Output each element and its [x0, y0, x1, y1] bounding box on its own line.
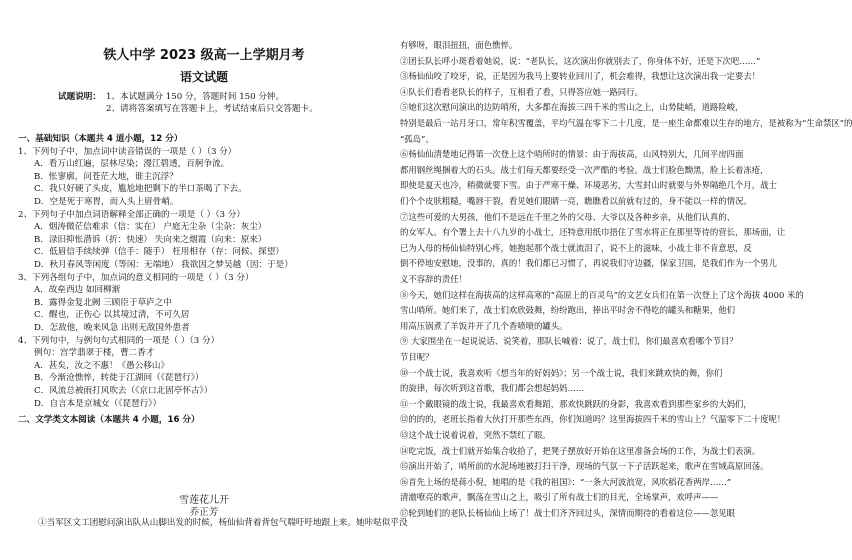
article-line: ⑧今天，她们这样在海拔高的这样高寒的”高原上的百灵鸟”的文艺女兵们在第一次登上了这个海拔 4000 米的	[400, 289, 804, 300]
instructions-line-1: 1、本试题满分 150 分，答题时间 150 分钟。	[106, 92, 285, 102]
question-line: 4、下列句中，与例句句式相同的一项是（ ）（3 分）	[18, 335, 220, 346]
article-line: 有够呀，眼泪扭扭，面色憔悴。	[400, 40, 518, 50]
article-line: ④队长们看看老队长的样子，互相看了看，只得答应她一路同行。	[400, 86, 643, 97]
article-line: 倒不停地安慰她，没事的，真的！我们都已习惯了，再说我们守边疆，保家卫国，是我们作为一个男儿	[400, 258, 777, 269]
article-line: 特别是最后一站月牙口，常年积雪覆盖，平均气温在零下二十几度，是一座生命都难以生存的地方，是被称为“生命禁区”的	[400, 118, 852, 128]
article-title: 雪莲花儿开	[179, 495, 229, 506]
article-line: 义不容辞的责任！	[400, 274, 467, 284]
question-line: B．渌旧抑怅潜诉（折：快速） 失向来之烟霞（向来：原来）	[34, 234, 267, 245]
question-line: A．看万山红遍，层林尽染；漫江碧透，百舸争流。	[34, 159, 230, 170]
question-line: 例句：宫学翡翠于楼，曹二香才	[34, 348, 155, 359]
article-line: 雪山哨所。她们来了，战士们欢欣鼓舞，纷纷跑出，捧出平时舍不得吃的罐头和糖果，他们	[400, 305, 735, 316]
article-line: 已为人母的杨仙仙特别心疼，她抱起那个战士就流泪了，说不上的滋味，小战士非不肯意思，反	[400, 242, 752, 253]
question-line: 1、下列句子中，加点词中读音错误的一项是（ ）（3 分）	[18, 146, 237, 157]
question-line: A．烟涛微茫信难求（信：实在） 户庭无尘杂（尘杂：灰尘）	[34, 222, 267, 233]
article-line: ⑯首先上场的是蒋小倪，她唱的是《我的祖国》：“一条大河波浪宽，风吹稻花香两岸……”	[400, 476, 731, 487]
article-paragraph-1: ①当军区文工团慰问演出队从山脚出发的时候，杨仙仙背着背包气喘吁吁地跟上来。她咔哒似乎没	[38, 518, 408, 528]
left-column	[18, 0, 408, 560]
article-line: “孤岛”。	[400, 133, 434, 144]
section-heading: 二、文学类文本阅读（本题共 4 小题，16 分）	[18, 415, 200, 426]
question-line: D．空是死于寒胃，而入头上眉骨峭。	[34, 197, 179, 207]
article-line: ⑤她们这次慰问演出的边防哨所，大多都在海拔三四千米的雪山之上，山势陡峭，道路险峻，	[400, 102, 744, 113]
article-line: ⑮演出开始了，哨所前的水泥场地被打扫干净，现场的气氛一下子活跃起来，歌声在雪域高原回荡。	[400, 461, 769, 472]
question-line: C．醒也，正伤心 以其境过清，不可久居	[34, 310, 190, 321]
article-line: 都用钢丝绳捆着大的石头。战士们每天都要经受一次严酷的考验。战士们脸色黝黑，脸上长着冻疮，	[400, 164, 769, 175]
question-line: C．低眉信手续续弹（信手：随手） 枉用相存（存：问候、探望）	[34, 247, 284, 258]
article-line: 们个个皮肤粗糙，嘴唇干裂，看见她们眼睛一亮，瞧瞧看以前就有过的，身不能以一样的情况。	[400, 196, 752, 206]
article-line: ⑨ 大家围坐在一起说说话、说笑着，那队长喊着：说了，战士们，你们最喜欢看哪个节目？	[400, 336, 738, 347]
article-line: ⑰轮到她们的老队长杨仙仙上场了！战士们齐齐回过头，深情而期待的看着这位——忽见眼	[400, 508, 735, 518]
question-line: D．自言本是京城女（《琵琶行》）	[34, 398, 162, 409]
article-line: 清澈嘹亮的歌声，飘荡在雪山之上，吸引了所有战士们的目光，全场掌声，欢呼声——	[400, 492, 719, 503]
article-line: 即使是夏天也冷，稍微就要下雪。由于严寒干燥、环境恶劣，大雪封山时就要与外界隔绝几个月，战士	[400, 180, 777, 191]
article-line: ②团长队长呼小斑看着她说，说：“老队长，这次演出你就别去了，你身体不好，还是下次吧……”	[400, 55, 761, 66]
article-line: 的女军人。有个署上去十八九岁的小战士，还特意用纸巾捂住了雪水将正在那里等待的营长，那场面，让	[400, 227, 786, 238]
question-line: B．今渐沧憔悴，转徙于江湖间（《琵琶行》）	[34, 373, 204, 384]
article-line: ⑦这些可爱的大男孩，他们不是远在千里之外的父母、大爷以及各种乡亲，从他们认真的、	[400, 211, 735, 222]
subject-title: 语文试题	[179, 70, 228, 84]
question-line: B．怅寥廓，问苍茫大地，谁主沉浮？	[34, 171, 178, 182]
article-author: 乔正芳	[189, 507, 219, 518]
instructions-label: 试题说明：	[58, 92, 101, 102]
question-line: D．秋月春风等闲度（等闲：无端地） 我欲因之梦吴越（因：于是）	[34, 260, 293, 270]
question-line: C．我只好硬了头皮，尴尬地把剩下的半口茶喝了下去。	[34, 184, 247, 195]
question-line: C．风流总被雨打风吹去（《京口北固亭怀古》）	[34, 386, 213, 396]
article-line: ③杨仙仙咬了咬牙，说，正是因为我马上要转业回川了，机会难得，我想让这次演出我一定要去！	[400, 71, 761, 82]
instructions-line-2: 2、请将答案填写在答题卡上，考试结束后只交答题卡。	[106, 104, 318, 114]
question-line: D．怎敌他，晚来风急 出则无敌国外患者	[34, 323, 190, 333]
article-line: 节目呢？	[400, 352, 434, 362]
question-line: 2、下列句子中加点词语解释全部正确的一项是（ ）（3 分）	[18, 209, 245, 220]
article-line: ⑩一个战士说，我喜欢听《想当年的好妈妈》；另一个战士说，我们来跳欢快的舞，你们	[400, 367, 723, 378]
exam-title: 铁人中学 2023 级高一上学期月考	[103, 48, 305, 63]
article-line: 的旋律，每次听到这首歌，我们都会想起妈妈……	[400, 383, 585, 394]
article-line: ⑥杨仙仙清楚地记得第一次登上这个哨所时的情景：由于海拔高，山风特别大，几间平房四面	[400, 149, 744, 160]
article-line: ⑫的的的，老班长指着大伙打开那些东西，你们知道吗？这里海拔四千米的雪山上？气温零下二十度呢！	[400, 414, 786, 425]
article-line: ⑪一个戴眼镜的战士说，我最喜欢看舞蹈，那欢快跳跃的身影，我喜欢看到那些家乡的大妈们，	[400, 398, 752, 409]
question-line: A．甚矣，汝之不惠！《愚公移山》	[34, 360, 170, 371]
question-line: A．故垒西边 如回柳渐	[34, 285, 121, 296]
question-line: 3、下列各组句子中，加点词的意义相同的一项是（ ）（3 分）	[18, 272, 254, 283]
article-line: ⑭吃完饭，战士们就开始集合收拾了，把凳子摆放好开始在这里准备会场的工作，为战士们表演。	[400, 445, 761, 456]
article-line: 用高压锅煮了羊饭并开了几个香喷喷的罐头。	[400, 320, 568, 331]
right-column	[400, 0, 852, 560]
article-line: ⑬这个战士说着说着，突然不禁红了眼。	[400, 430, 551, 440]
question-line: B．露得金复北阙 三顾臣于草庐之中	[34, 297, 172, 308]
section-heading: 一、基础知识（本题共 4 道小题，12 分）	[18, 134, 183, 144]
